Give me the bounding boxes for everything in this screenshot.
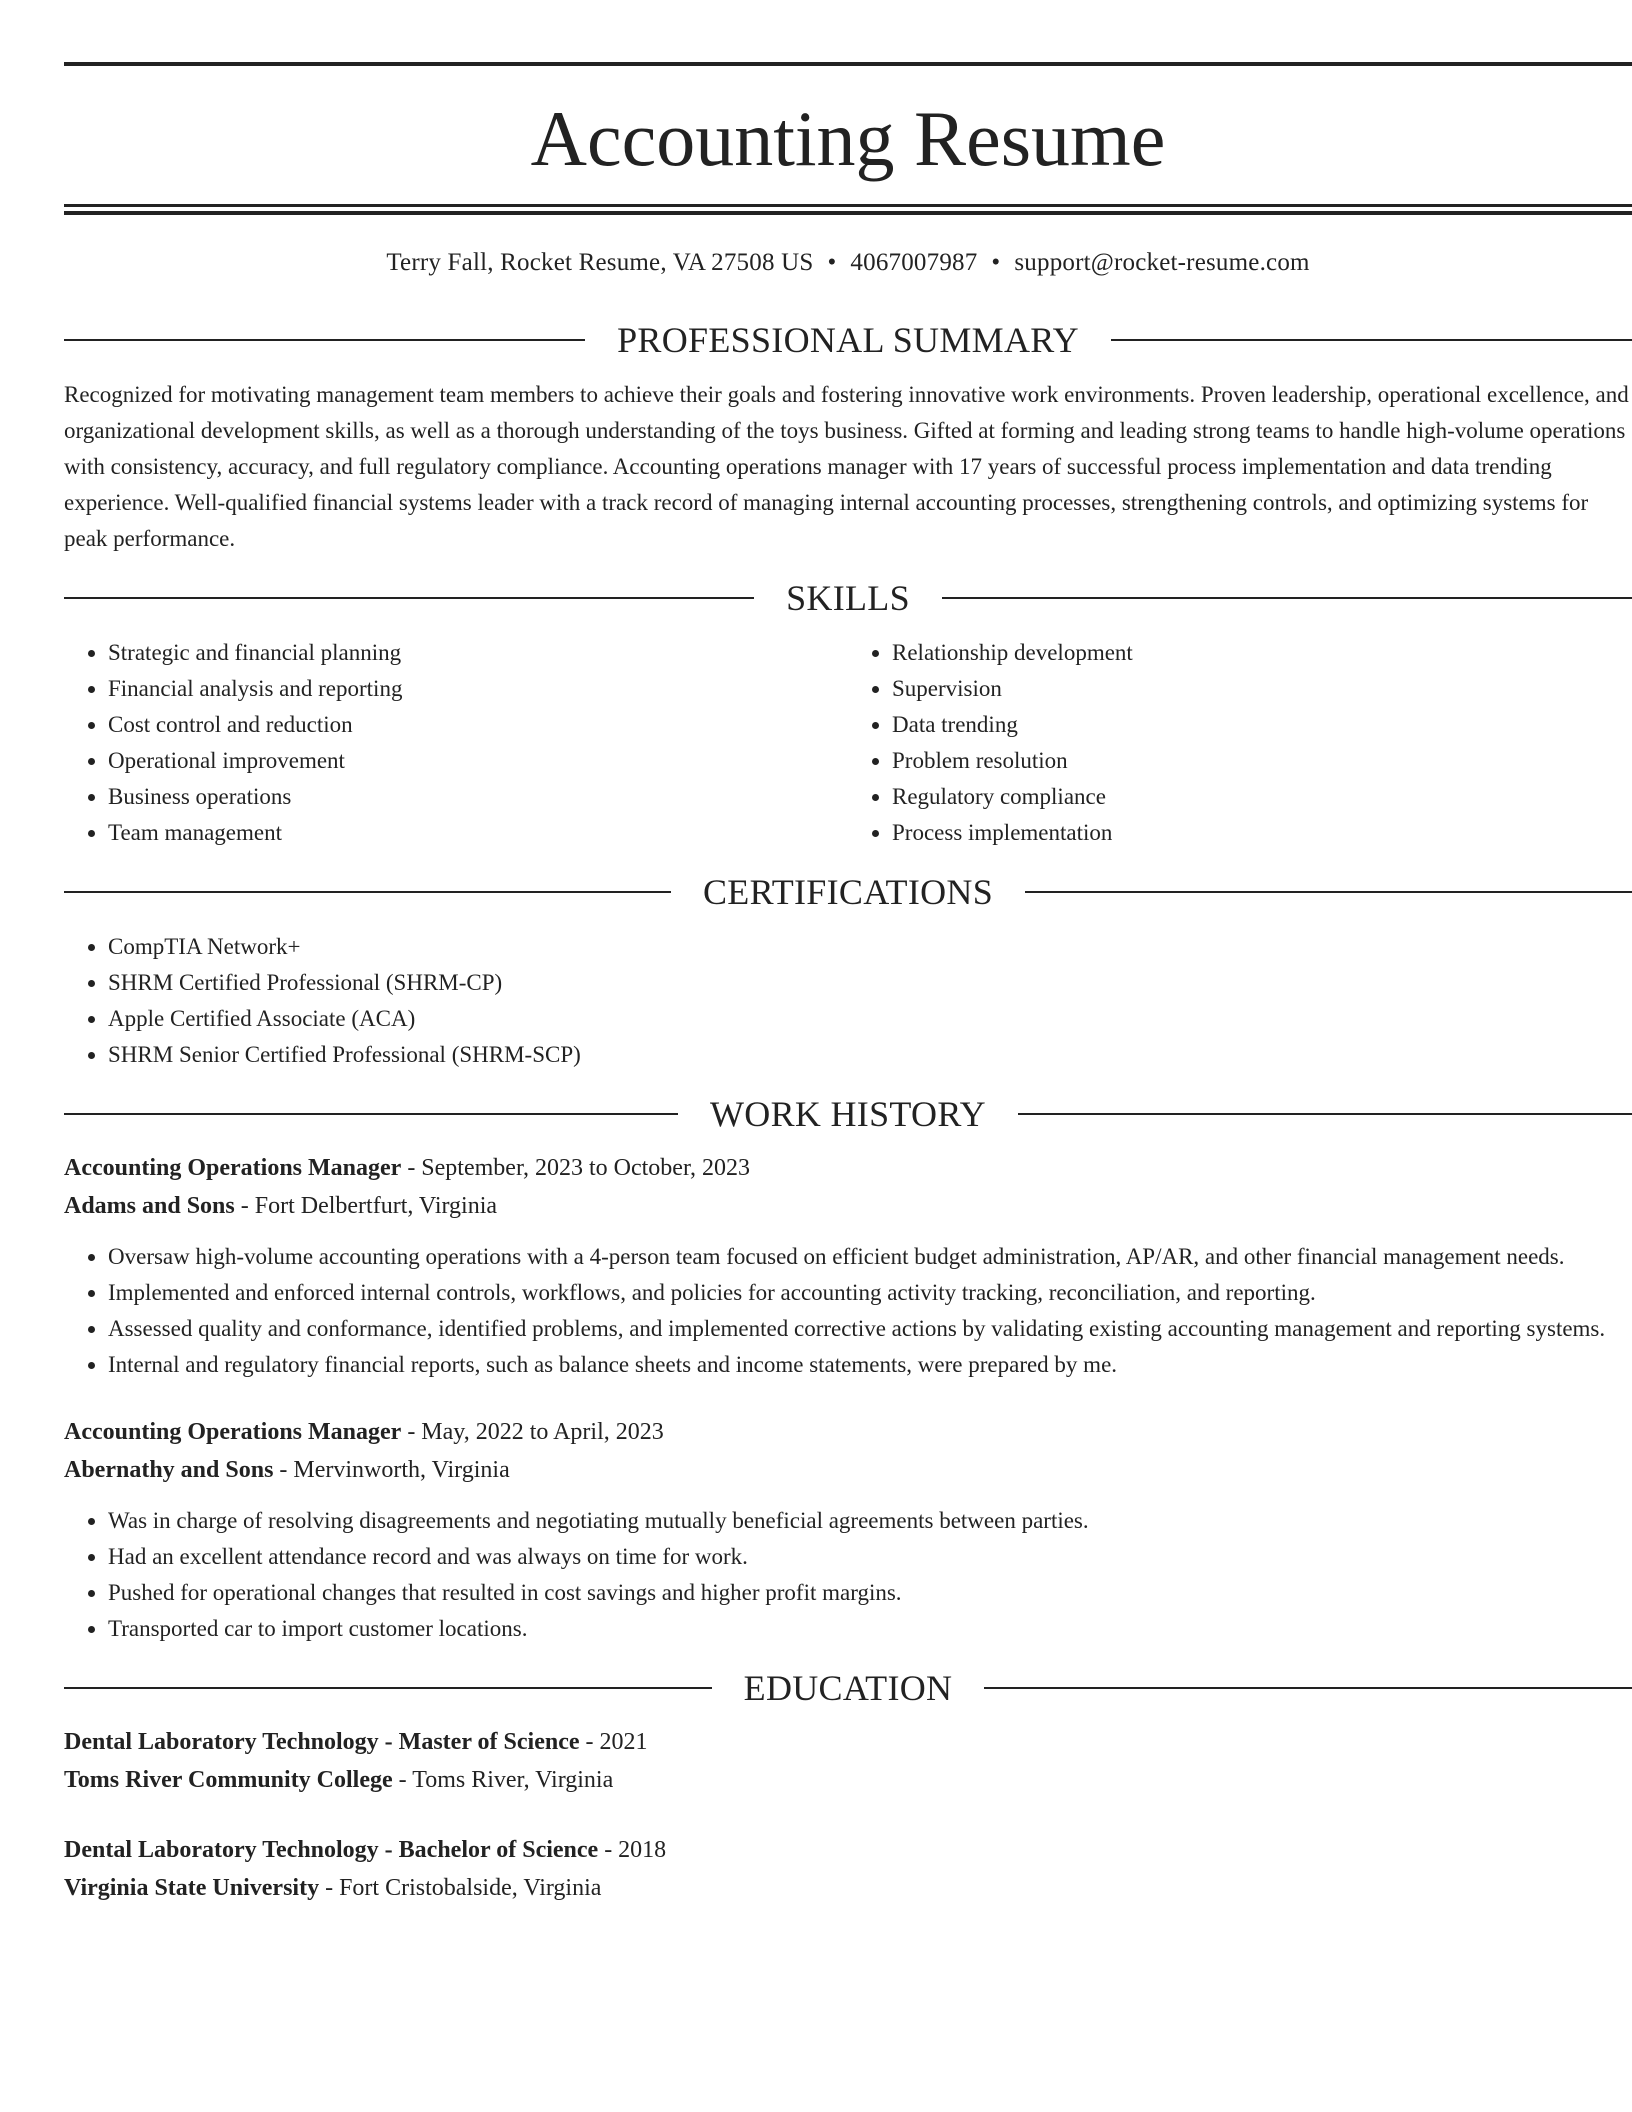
divider-line [984, 1687, 1632, 1689]
skill-item: • Relationship development [892, 635, 1632, 671]
divider-line [1025, 891, 1632, 893]
job-entry [64, 1149, 1632, 1383]
summary-text: Recognized for motivating management team members to achieve their goals and fostering innovative work environments. Proven leadership, operational excellence, and organizational development skills, as well as a thorough understanding of the toys business. Gifted at forming and leading strong teams to handle high-volume operations with consistency, accuracy, and full regulatory compliance. Accounting operations manager with 17 years of successful process implementation and data trending experience. Well-qualified financial systems leader with a track record of managing internal accounting processes, strengthening controls, and optimizing systems for peak performance. [64, 382, 1629, 551]
job-bullet: • Had an excellent attendance record and was always on time for work. [108, 1539, 1632, 1575]
job-bullet: • Transported car to import customer locations. [108, 1611, 1632, 1647]
education-entry [64, 1831, 1632, 1907]
skill-item: • Supervision [892, 671, 1632, 707]
work-title: WORK HISTORY [710, 1094, 986, 1134]
divider-line [942, 597, 1632, 599]
education-degree: Dental Laboratory Technology - Master of Science [64, 1729, 580, 1755]
job-company-line [64, 1187, 1632, 1225]
education-degree-line [64, 1831, 1632, 1869]
certification-item: • CompTIA Network+ [108, 929, 1632, 965]
work-history-list [64, 1149, 1632, 1647]
page-title: Accounting Resume [530, 95, 1166, 182]
education-heading [64, 1665, 1632, 1711]
contact-phone: 4067007987 [850, 249, 978, 276]
contact-address: Terry Fall, Rocket Resume, VA 27508 US [386, 249, 814, 276]
job-bullets [64, 1239, 1632, 1383]
skill-item: • Financial analysis and reporting [108, 671, 848, 707]
skills-title: SKILLS [786, 578, 910, 618]
education-school-line [64, 1869, 1632, 1907]
certifications-list [64, 929, 1632, 1073]
skill-item: • Team management [108, 815, 848, 851]
divider-line [1111, 339, 1632, 341]
education-degree-line [64, 1723, 1632, 1761]
education-list [64, 1723, 1632, 1907]
education-year: - 2018 [598, 1837, 667, 1863]
skill-item: • Business operations [108, 779, 848, 815]
education-school-line [64, 1761, 1632, 1799]
job-title: Accounting Operations Manager [64, 1419, 402, 1445]
job-bullets [64, 1503, 1632, 1647]
skill-item: • Data trending [892, 707, 1632, 743]
skill-item: • Regulatory compliance [892, 779, 1632, 815]
summary-title: PROFESSIONAL SUMMARY [617, 320, 1079, 360]
work-heading [64, 1091, 1632, 1137]
job-title-line [64, 1149, 1632, 1187]
job-bullet: • Implemented and enforced internal controls, workflows, and policies for accounting activity tracking, reconciliation, and reporting. [108, 1275, 1632, 1311]
divider-line [64, 891, 671, 893]
job-bullet: • Internal and regulatory financial reports, such as balance sheets and income statements, were prepared by me. [108, 1347, 1632, 1383]
divider-line [64, 339, 585, 341]
job-bullet: • Assessed quality and conformance, identified problems, and implemented corrective actions by validating existing accounting management and reporting systems. [108, 1311, 1632, 1347]
skill-item: • Operational improvement [108, 743, 848, 779]
job-entry [64, 1413, 1632, 1647]
title-double-rule [64, 204, 1632, 215]
divider-line [64, 597, 754, 599]
skill-item: • Cost control and reduction [108, 707, 848, 743]
education-school: Virginia State University [64, 1875, 320, 1901]
education-title: EDUCATION [743, 1668, 953, 1708]
education-year: - 2021 [579, 1729, 648, 1755]
education-location: - Toms River, Virginia [392, 1767, 614, 1793]
job-dates: - May, 2022 to April, 2023 [401, 1419, 664, 1445]
education-location: - Fort Cristobalside, Virginia [319, 1875, 602, 1901]
education-degree: Dental Laboratory Technology - Bachelor of Science [64, 1837, 599, 1863]
skill-item: • Problem resolution [892, 743, 1632, 779]
certification-item: • Apple Certified Associate (ACA) [108, 1001, 1632, 1037]
job-bullet: • Oversaw high-volume accounting operations with a 4-person team focused on efficient budget administration, AP/AR, and other financial management needs. [108, 1239, 1632, 1275]
contact-separator: • [827, 249, 837, 276]
certification-item: • SHRM Certified Professional (SHRM-CP) [108, 965, 1632, 1001]
contact-line [64, 249, 1632, 279]
certification-item: • SHRM Senior Certified Professional (SHRM-SCP) [108, 1037, 1632, 1073]
contact-email: support@rocket-resume.com [1014, 249, 1310, 276]
certifications-title: CERTIFICATIONS [702, 872, 994, 912]
top-rule [64, 62, 1632, 66]
job-location: - Fort Delbertfurt, Virginia [234, 1193, 498, 1219]
education-entry [64, 1723, 1632, 1799]
divider-line [1018, 1113, 1632, 1115]
job-company: Adams and Sons [64, 1193, 235, 1219]
summary-heading [64, 317, 1632, 363]
job-bullet: • Pushed for operational changes that resulted in cost savings and higher profit margins. [108, 1575, 1632, 1611]
divider-line [64, 1687, 712, 1689]
skills-list-right [848, 635, 1632, 851]
resume-page [64, 0, 1632, 1907]
certifications-heading [64, 869, 1632, 915]
skills-list-left [64, 635, 848, 851]
skills-columns [64, 635, 1632, 851]
job-company: Abernathy and Sons [64, 1457, 274, 1483]
divider-line [64, 1113, 678, 1115]
skill-item: • Strategic and financial planning [108, 635, 848, 671]
job-title-line [64, 1413, 1632, 1451]
job-dates: - September, 2023 to October, 2023 [401, 1155, 750, 1181]
skill-item: • Process implementation [892, 815, 1632, 851]
job-title: Accounting Operations Manager [64, 1155, 402, 1181]
job-bullet: • Was in charge of resolving disagreements and negotiating mutually beneficial agreements between parties. [108, 1503, 1632, 1539]
education-school: Toms River Community College [64, 1767, 393, 1793]
skills-heading [64, 575, 1632, 621]
job-company-line [64, 1451, 1632, 1489]
contact-separator: • [991, 249, 1001, 276]
job-location: - Mervinworth, Virginia [273, 1457, 510, 1483]
